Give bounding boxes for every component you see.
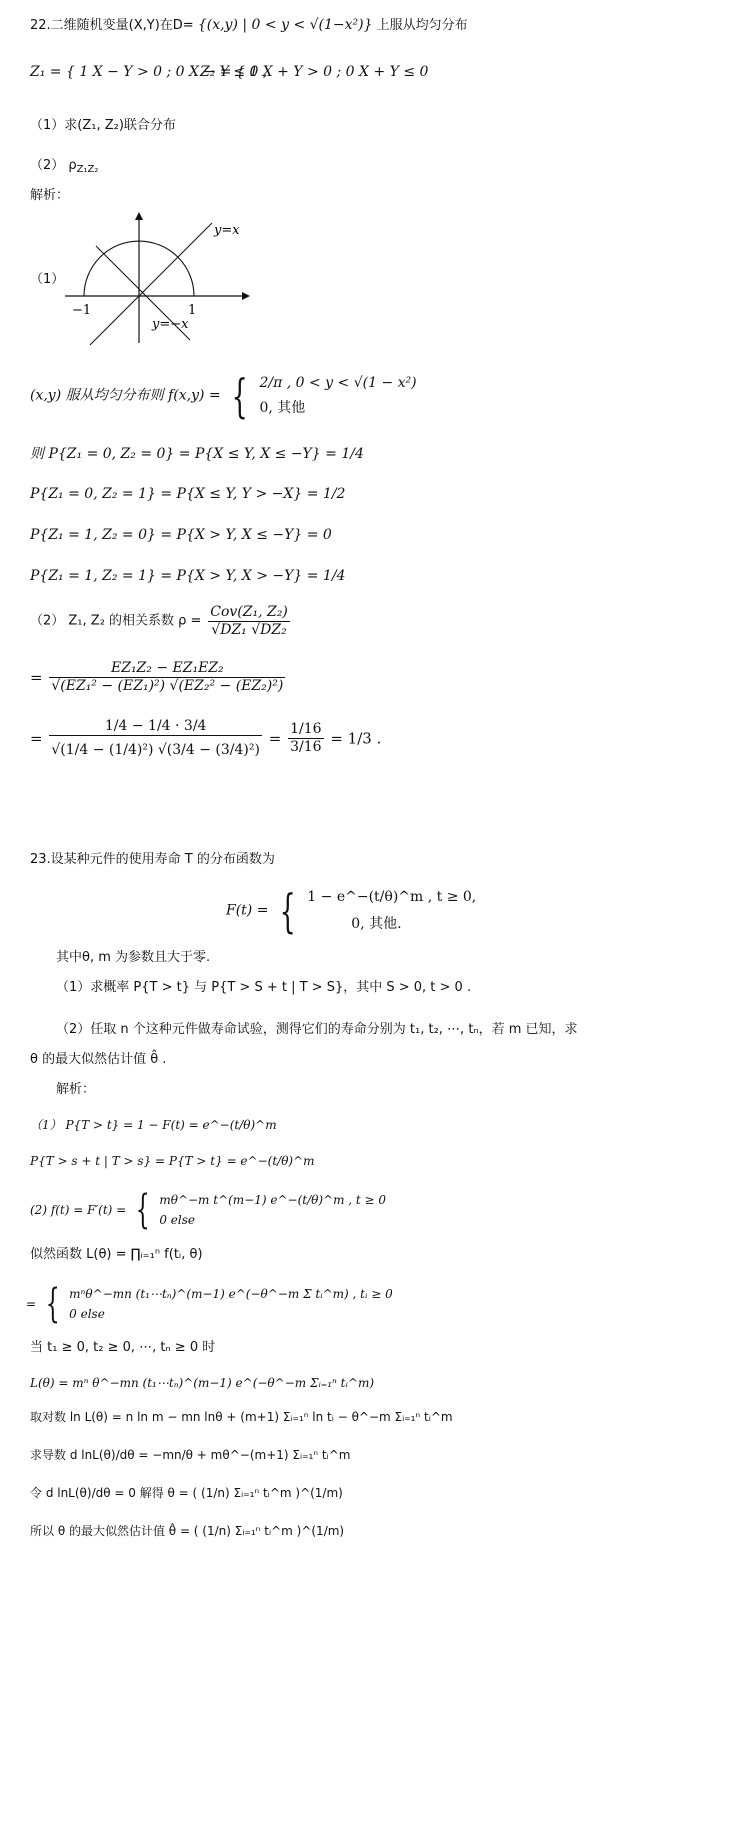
prob-1-value: 1/4 [341, 446, 364, 462]
prob-4-text: P{Z₁ = 1, Z₂ = 1} = P{X > Y, X > −Y} = [30, 568, 319, 584]
graph-label-minus-one: −1 [72, 303, 92, 318]
p22-question-2-sub: Z₁Z₂ [76, 164, 99, 175]
p23-step-3-brace: { [135, 1187, 150, 1233]
p23-distribution [226, 884, 477, 938]
p23-step-1: （1） P{T > t} = 1 − F(t) = e^−(t/θ)^m [30, 1118, 277, 1132]
p22-question-2 [30, 158, 98, 176]
step2-mid-numerator: 1/16 [290, 721, 322, 737]
corr-step-2: = $\frac{1/4 - 1/4 \cdot 3/4}{\text{√(1/4 − (1/4)²) √(3/4 − (3/4)²)}}$ = $\frac{1/16}{3/16}$ = 1/3 . [30, 718, 382, 758]
step2-result: = 1/3 . [330, 729, 382, 748]
density-row [30, 369, 417, 423]
corr-step-1: = $\frac{\text{EZ₁Z₂ − EZ₁EZ₂}}{\text{√(EZ₁² − (EZ₁)²) √(EZ₂² − (EZ₂)²)}}$ [30, 660, 284, 694]
prob-4-value: 1/4 [322, 568, 346, 584]
p22-z2-def: Z₂ = { 1 X + Y > 0 ; 0 X + Y ≤ 0 [200, 64, 429, 80]
graph-label-yx: y=x [214, 223, 240, 238]
p23-F-case-1: 1 − e^−(t/θ)^m , t ≥ 0, [307, 889, 477, 906]
step1-denominator: √(EZ₁² − (EZ₁)²) √(EZ₂² − (EZ₂)²) [51, 677, 284, 694]
graph-label-one: 1 [188, 303, 197, 318]
prob-row-4 [30, 568, 345, 585]
p23-question-1: （1）求概率 P{T > t} 与 P{T > S + t | T > S}，其中 S > 0, t > 0 . [56, 980, 472, 995]
p22-z1-def: Z₁ = { 1 X − Y > 0 ; 0 X − Y ≤ 0 , [30, 64, 268, 80]
p23-step-8: 取对数 ln L(θ) = n ln m − mn lnθ + (m+1) Σᵢ₌₁ⁿ ln tᵢ − θ^−m Σᵢ₌₁ⁿ tᵢ^m [30, 1410, 453, 1424]
p22-title-text: 22.二维随机变量(X,Y)在D= [30, 18, 194, 33]
prob-row-1 [30, 446, 364, 463]
p22-analysis-label: 解析： [30, 188, 70, 203]
p23-step-3-case-1: mθ^−m t^(m−1) e^−(t/θ)^m , t ≥ 0 [159, 1192, 387, 1207]
p23-params: 其中θ, m 为参数且大于零. [56, 950, 211, 965]
p23-question-2-cont: θ 的最大似然估计值 θ̂ . [30, 1052, 167, 1067]
p23-step-4: 似然函数 L(θ) = ∏ᵢ₌₁ⁿ f(tᵢ, θ) [30, 1247, 203, 1262]
p23-step-3 [30, 1187, 387, 1233]
step1-fraction [49, 660, 285, 695]
corr-numerator: Cov(Z₁, Z₂) [210, 604, 288, 620]
p23-step-5-case-1: mⁿθ^−mn (t₁⋯tₙ)^(m−1) e^(−θ^−m Σ tᵢ^m) , tᵢ ≥ 0 [69, 1286, 393, 1301]
corr-prefix: （2） Z₁, Z₂ 的相关系数 ρ = [30, 613, 202, 629]
step2-numerator: 1/4 − 1/4 · 3/4 [49, 718, 262, 736]
p22-title-end: 上服从均匀分布 [376, 18, 468, 33]
p22-question-2-text: （2） ρ [30, 158, 77, 173]
p22-question-1: （1）求(Z₁, Z₂)联合分布 [30, 118, 176, 133]
prob-2-value: 1/2 [322, 486, 346, 502]
graph-x-arrow [242, 292, 250, 300]
prob-2-text: P{Z₁ = 0, Z₂ = 1} = P{X ≤ Y, Y > −X} = [30, 486, 319, 502]
p23-F-case-2: 0, 其他. [351, 916, 402, 932]
corr-fraction [208, 604, 290, 639]
step2-mid-fraction [288, 721, 323, 756]
p23-step-7: L(θ) = mⁿ θ^−mn (t₁⋯tₙ)^(m−1) e^(−θ^−m Σᵢ₌₁ⁿ tᵢ^m) [30, 1376, 375, 1390]
graph-part-label: （1） [30, 272, 65, 287]
prob-row-2 [30, 486, 345, 503]
step2-mid-denominator: 3/16 [290, 738, 322, 755]
prob-1-text: 则 P{Z₁ = 0, Z₂ = 0} = P{X ≤ Y, X ≤ −Y} = [30, 446, 337, 462]
step2-denominator: √(1/4 − (1/4)²) √(3/4 − (3/4)²) [51, 741, 260, 758]
p23-title: 23.设某种元件的使用寿命 T 的分布函数为 [30, 852, 275, 867]
corr-row [30, 604, 292, 639]
p23-step-3-case-2: 0 else [159, 1213, 195, 1227]
graph-line-y-eq-x [90, 223, 212, 345]
p23-step-5-brace: { [45, 1281, 60, 1327]
graph-y-arrow [135, 212, 143, 220]
p22-title [30, 17, 468, 34]
step2-fraction [49, 718, 262, 759]
graph-label-ynx: y=−x [152, 317, 189, 332]
density-case-2: 0, 其他 [259, 400, 306, 416]
p23-step-10: 令 d lnL(θ)/dθ = 0 解得 θ = ( (1/n) Σᵢ₌₁ⁿ tᵢ^m )^(1/m) [30, 1486, 343, 1500]
region-graph [60, 208, 300, 348]
p23-analysis-label: 解析： [56, 1082, 96, 1097]
p23-F-lhs: F(t) = [226, 902, 269, 919]
prob-row-3: P{Z₁ = 1, Z₂ = 0} = P{X > Y, X ≤ −Y} = 0 [30, 527, 332, 543]
density-prefix: (x,y) 服从均匀分布则 f(x,y) = [30, 387, 221, 404]
density-case-1: 2/π , 0 < y < √(1 − x²) [259, 375, 417, 392]
p23-question-2: （2）任取 n 个这种元件做寿命试验，测得它们的寿命分别为 t₁, t₂, ⋯, tₙ，若 m 已知，求 [56, 1022, 578, 1037]
p23-step-2: P{T > s + t | T > s} = P{T > t} = e^−(t/θ)^m [30, 1154, 315, 1168]
p23-step-11: 所以 θ 的最大似然估计值 θ̂ = ( (1/n) Σᵢ₌₁ⁿ tᵢ^m )^(1/m) [30, 1524, 345, 1538]
p23-step-6: 当 t₁ ≥ 0, t₂ ≥ 0, ⋯, tₙ ≥ 0 时 [30, 1340, 216, 1355]
p23-step-5: = { mⁿθ^−mn (t₁⋯tₙ)^(m−1) e^(−θ^−m Σ tᵢ^m) , tᵢ ≥ 0 0 else [26, 1281, 393, 1327]
density-brace: { [231, 369, 249, 423]
p23-step-9: 求导数 d lnL(θ)/dθ = −mn/θ + mθ^−(m+1) Σᵢ₌₁ⁿ tᵢ^m [30, 1448, 351, 1462]
corr-denominator: √DZ₁ √DZ₂ [211, 621, 287, 638]
p23-F-brace: { [279, 884, 296, 938]
p23-step-3-prefix: (2) f(t) = F′(t) = [30, 1202, 127, 1217]
step1-numerator: EZ₁Z₂ − EZ₁EZ₂ [49, 660, 285, 678]
p22-domain-set: {(x,y) | 0 < y < √(1−x²)} [197, 17, 373, 33]
p23-step-5-case-2: 0 else [69, 1307, 105, 1321]
